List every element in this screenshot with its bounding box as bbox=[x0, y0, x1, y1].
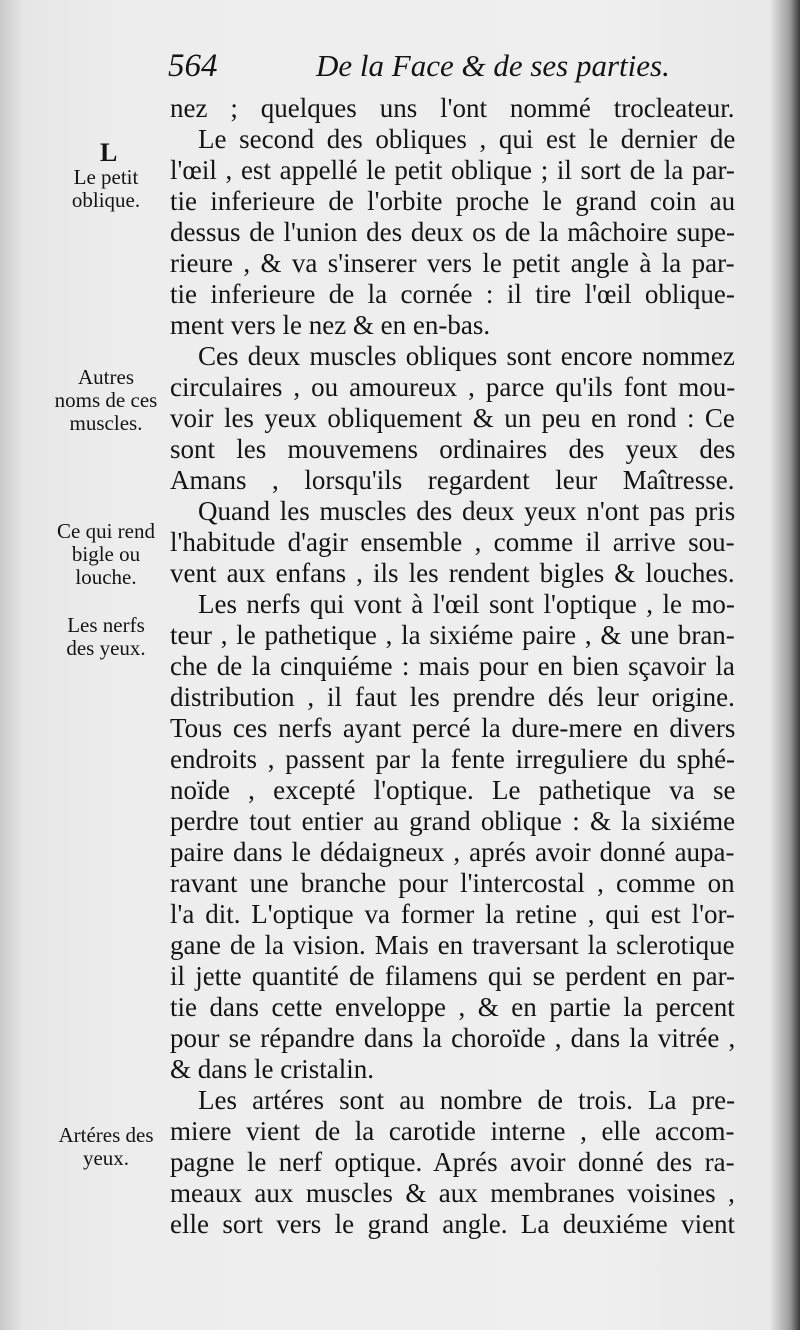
margin-note-bigle bbox=[40, 520, 172, 589]
margin-note-line: louche. bbox=[75, 565, 137, 589]
margin-note-line: Ce qui rend bbox=[57, 519, 155, 543]
text-line: paire dans le dédaigneux , aprés avoir donné aupa- bbox=[170, 837, 735, 867]
text-line: Les nerfs qui vont à l'œil sont l'optique , le mo- bbox=[198, 589, 735, 619]
text-line: miere vient de la carotide interne , elle accom- bbox=[170, 1116, 735, 1146]
text-line: rieure , & va s'inserer vers le petit angle à la par- bbox=[170, 248, 735, 278]
text-line: gane de la vision. Mais en traversant la sclerotique bbox=[170, 930, 735, 960]
text-line: & dans le cristalin. bbox=[170, 1054, 374, 1084]
running-title: De la Face & de ses parties. bbox=[316, 48, 670, 83]
margin-note-line: bigle ou bbox=[71, 542, 141, 566]
margin-note-line: Les nerfs bbox=[67, 613, 145, 637]
margin-note-line: muscles. bbox=[69, 411, 143, 435]
margin-note-line: oblique. bbox=[71, 188, 141, 212]
text-line: circulaires , ou amoureux , parce qu'ils font mou- bbox=[170, 372, 736, 402]
margin-note-autres-noms bbox=[40, 366, 172, 435]
text-line: pour se répandre dans la choroïde , dans la vitrée , bbox=[170, 1023, 736, 1053]
margin-note-line: des yeux. bbox=[66, 636, 146, 660]
text-line: l'œil , est appellé le petit oblique ; il sort de la par- bbox=[170, 155, 735, 185]
text-line: nez ; quelques uns l'ont nommé trocleateur. bbox=[170, 93, 735, 123]
text-line: endroits , passent par la fente irreguliere du sphé- bbox=[170, 744, 736, 774]
text-line: Tous ces nerfs ayant percé la dure-mere en divers bbox=[170, 713, 736, 743]
page-number: 564 bbox=[168, 48, 218, 84]
text-line: sont les mouvemens ordinaires des yeux des bbox=[170, 434, 736, 464]
text-line: Le second des obliques , qui est le dernier de bbox=[198, 124, 736, 154]
margin-note-nerfs bbox=[40, 614, 172, 660]
text-line: l'habitude d'agir ensemble , comme il arrive sou- bbox=[170, 527, 735, 557]
text-line: che de la cinquiéme : mais pour en bien sçavoir la bbox=[170, 651, 735, 681]
text-line: elle sort vers le grand angle. La deuxiéme vient bbox=[170, 1209, 736, 1239]
text-line: perdre tout entier au grand oblique : & la sixiéme bbox=[170, 806, 736, 836]
text-line: Les artéres sont au nombre de trois. La pre- bbox=[198, 1085, 736, 1115]
margin-note-line: Le petit bbox=[73, 165, 139, 189]
text-line: l'a dit. L'optique va former la retine , qui est l'or- bbox=[170, 899, 735, 929]
margin-note-line: noms de ces bbox=[54, 388, 158, 412]
margin-note-line: yeux. bbox=[82, 1146, 130, 1170]
text-line: distribution , il faut les prendre dés leur origine. bbox=[170, 682, 735, 712]
text-line: voir les yeux obliquement & un peu en rond : Ce bbox=[170, 403, 735, 433]
margin-note-line: Autres bbox=[78, 365, 134, 389]
margin-note-line: Artéres des bbox=[58, 1123, 154, 1147]
text-line: ment vers le nez & en en-bas. bbox=[170, 310, 491, 340]
text-line: Quand les muscles des deux yeux n'ont pas pris bbox=[198, 496, 736, 526]
text-line: Amans , lorsqu'ils regardent leur Maîtresse. bbox=[170, 465, 735, 495]
text-line: il jette quantité de filamens qui se perdent en par- bbox=[170, 961, 736, 991]
margin-note-arteres bbox=[40, 1124, 172, 1170]
text-line: noïde , excepté l'optique. Le pathetique va se bbox=[170, 775, 736, 805]
text-line: dessus de l'union des deux os de la mâchoire supe- bbox=[170, 217, 735, 247]
text-line: teur , le pathetique , la sixiéme paire , & une bran- bbox=[170, 620, 735, 650]
text-line: pagne le nerf optique. Aprés avoir donné des ra- bbox=[170, 1147, 735, 1177]
text-line: tie inferieure de l'orbite proche le grand coin au bbox=[170, 186, 736, 216]
text-line: tie dans cette enveloppe , & en partie la percent bbox=[170, 992, 735, 1022]
signature-mark: L bbox=[100, 138, 118, 167]
text-line: vent aux enfans , ils les rendent bigles & louches. bbox=[170, 558, 735, 588]
margin-note-petit-oblique bbox=[40, 166, 172, 212]
text-line: meaux aux muscles & aux membranes voisines , bbox=[170, 1178, 735, 1208]
text-line: tie inferieure de la cornée : il tire l'œil oblique- bbox=[170, 279, 735, 309]
text-line: Ces deux muscles obliques sont encore nommez bbox=[198, 341, 735, 371]
text-line: ravant une branche pour l'intercostal , comme on bbox=[170, 868, 735, 898]
